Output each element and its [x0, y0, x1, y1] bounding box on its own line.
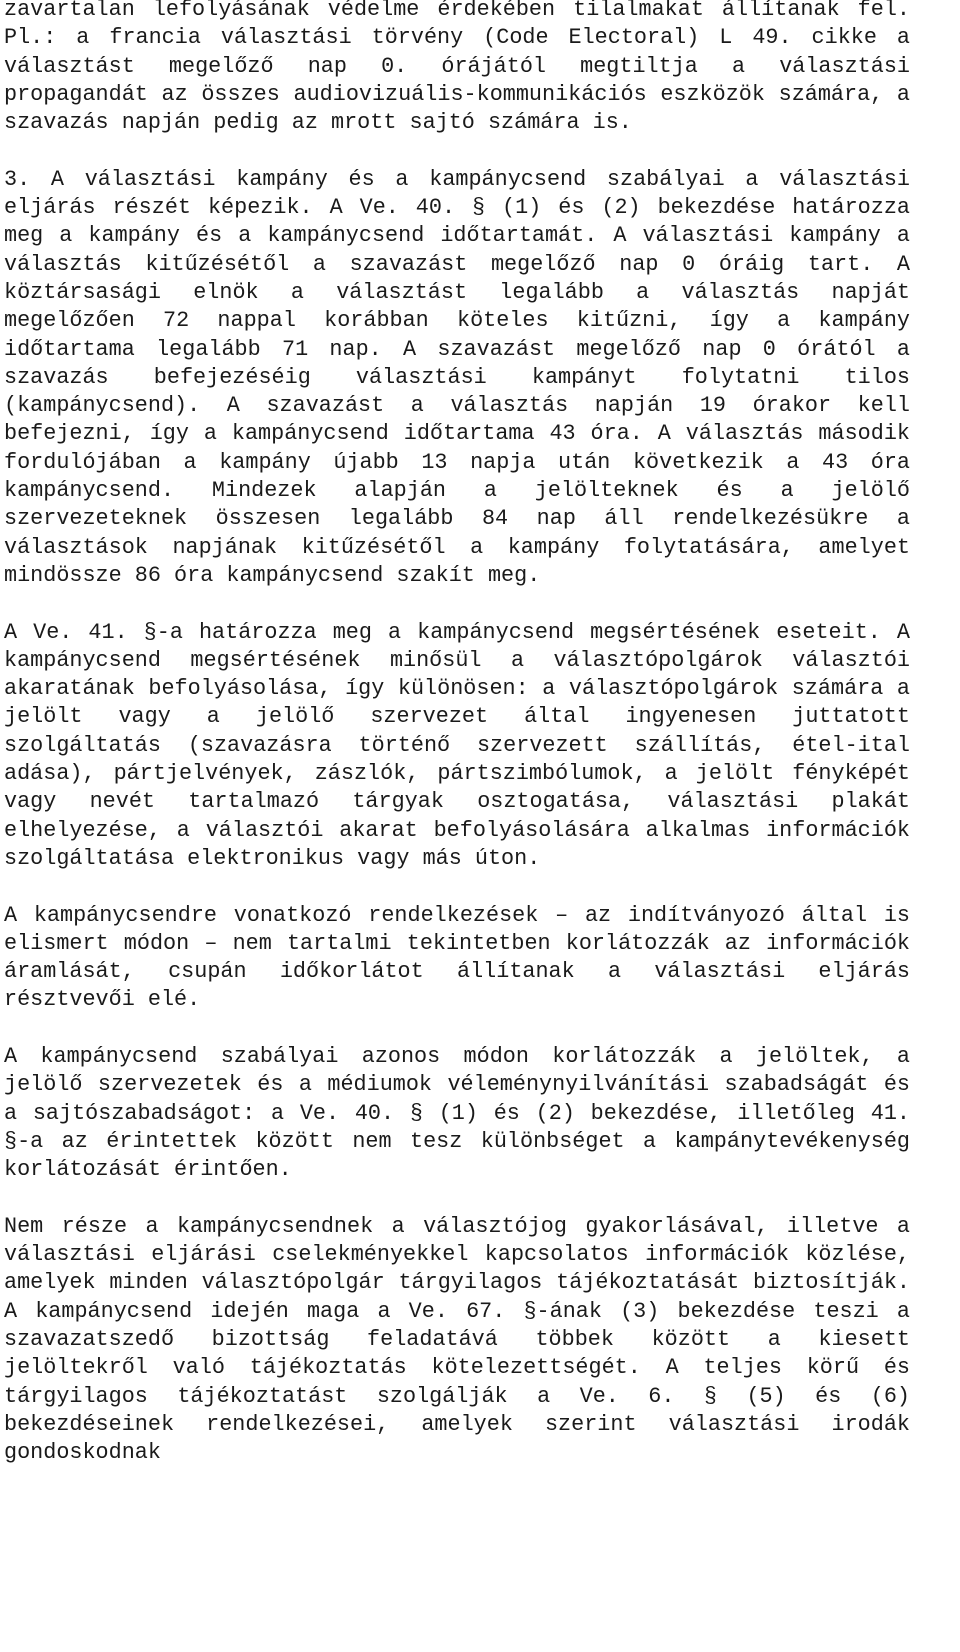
paragraph-5: A kampánycsend szabályai azonos módon korlátozzák a jelöltek, a jelölő szervezetek és a médiumok véleménynyilvánítási szabadságát és a sajtószabadságot: a Ve. 40. § (1) és (2) bekezdése, illetőleg 41. §-a az érintettek között nem tesz különbséget a kampánytevékenység korlátozását érintően. — [4, 1043, 910, 1183]
paragraph-1: zavartalan lefolyásának védelme érdekében tilalmakat állítanak fel. Pl.: a francia választási törvény (Code Electoral) L 49. cikke a választást megelőző nap 0. órájától megtiltja a választási propagandát az összes audiovizuális-kommunikációs eszközök számára, a szavazás napján pedig az mrott sajtó számára is. — [4, 0, 910, 136]
paragraph-3: A Ve. 41. §-a határozza meg a kampánycsend megsértésének eseteit. A kampánycsend megsértésének minősül a választópolgárok választói akaratának befolyásolása, így különösen: a választópolgárok számára a jelölt vagy a jelölő szervezet által ingyenesen juttatott szolgáltatás (szavazásra történő szervezett szállítás, étel-ital adása), pártjelvények, zászlók, pártszimbólumok, a jelölt fényképét vagy nevét tartalmazó tárgyak osztogatása, választási plakát elhelyezése, a választói akarat befolyásolására alkalmas információk szolgáltatása elektronikus vagy más úton. — [4, 619, 910, 871]
paragraph-4: A kampánycsendre vonatkozó rendelkezések – az indítványozó által is elismert módon – nem tartalmi tekintetben korlátozzák az információk áramlását, csupán időkorlátot állítanak a választási eljárás résztvevői elé. — [4, 902, 910, 1013]
document-page — [4, 0, 910, 1496]
paragraph-2: 3. A választási kampány és a kampánycsend szabályai a választási eljárás részét képezik. A Ve. 40. § (1) és (2) bekezdése határozza meg a kampány és a kampánycsend időtartamát. A választási kampány a választás kitűzésétől a szavazást megelőző nap 0 óráig tart. A köztársasági elnök a választást legalább a választás napját megelőzően 72 nappal korábban köteles kitűzni, így a kampány időtartama legalább 71 nap. A szavazást megelőző nap 0 órától a szavazás befejezéséig választási kampányt folytatni tilos (kampánycsend). A szavazást a választás napján 19 órakor kell befejezni, így a kampánycsend időtartama 43 óra. A választás második fordulójában a kampány újabb 13 napja után következik a 43 óra kampánycsend. Mindezek alapján a jelölteknek és a jelölő szervezeteknek összesen legalább 84 nap áll rendelkezésükre a választások napjának kitűzésétől a kampány folytatására, amelyet mindössze 86 óra kampánycsend szakít meg. — [4, 166, 910, 588]
paragraph-6: Nem része a kampánycsendnek a választójog gyakorlásával, illetve a választási eljárási cselekményekkel kapcsolatos információk közlése, amelyek minden választópolgár tárgyilagos tájékoztatását biztosítják. A kampánycsend idején maga a Ve. 67. §-ának (3) bekezdése teszi a szavazatszedő bizottság feladatává többek között a kiesett jelöltekről való tájékoztatás kötelezettségét. A teljes körű és tárgyilagos tájékoztatást szolgálják a Ve. 6. § (5) és (6) bekezdéseinek rendelkezései, amelyek szerint választási irodák gondoskodnak — [4, 1213, 910, 1466]
